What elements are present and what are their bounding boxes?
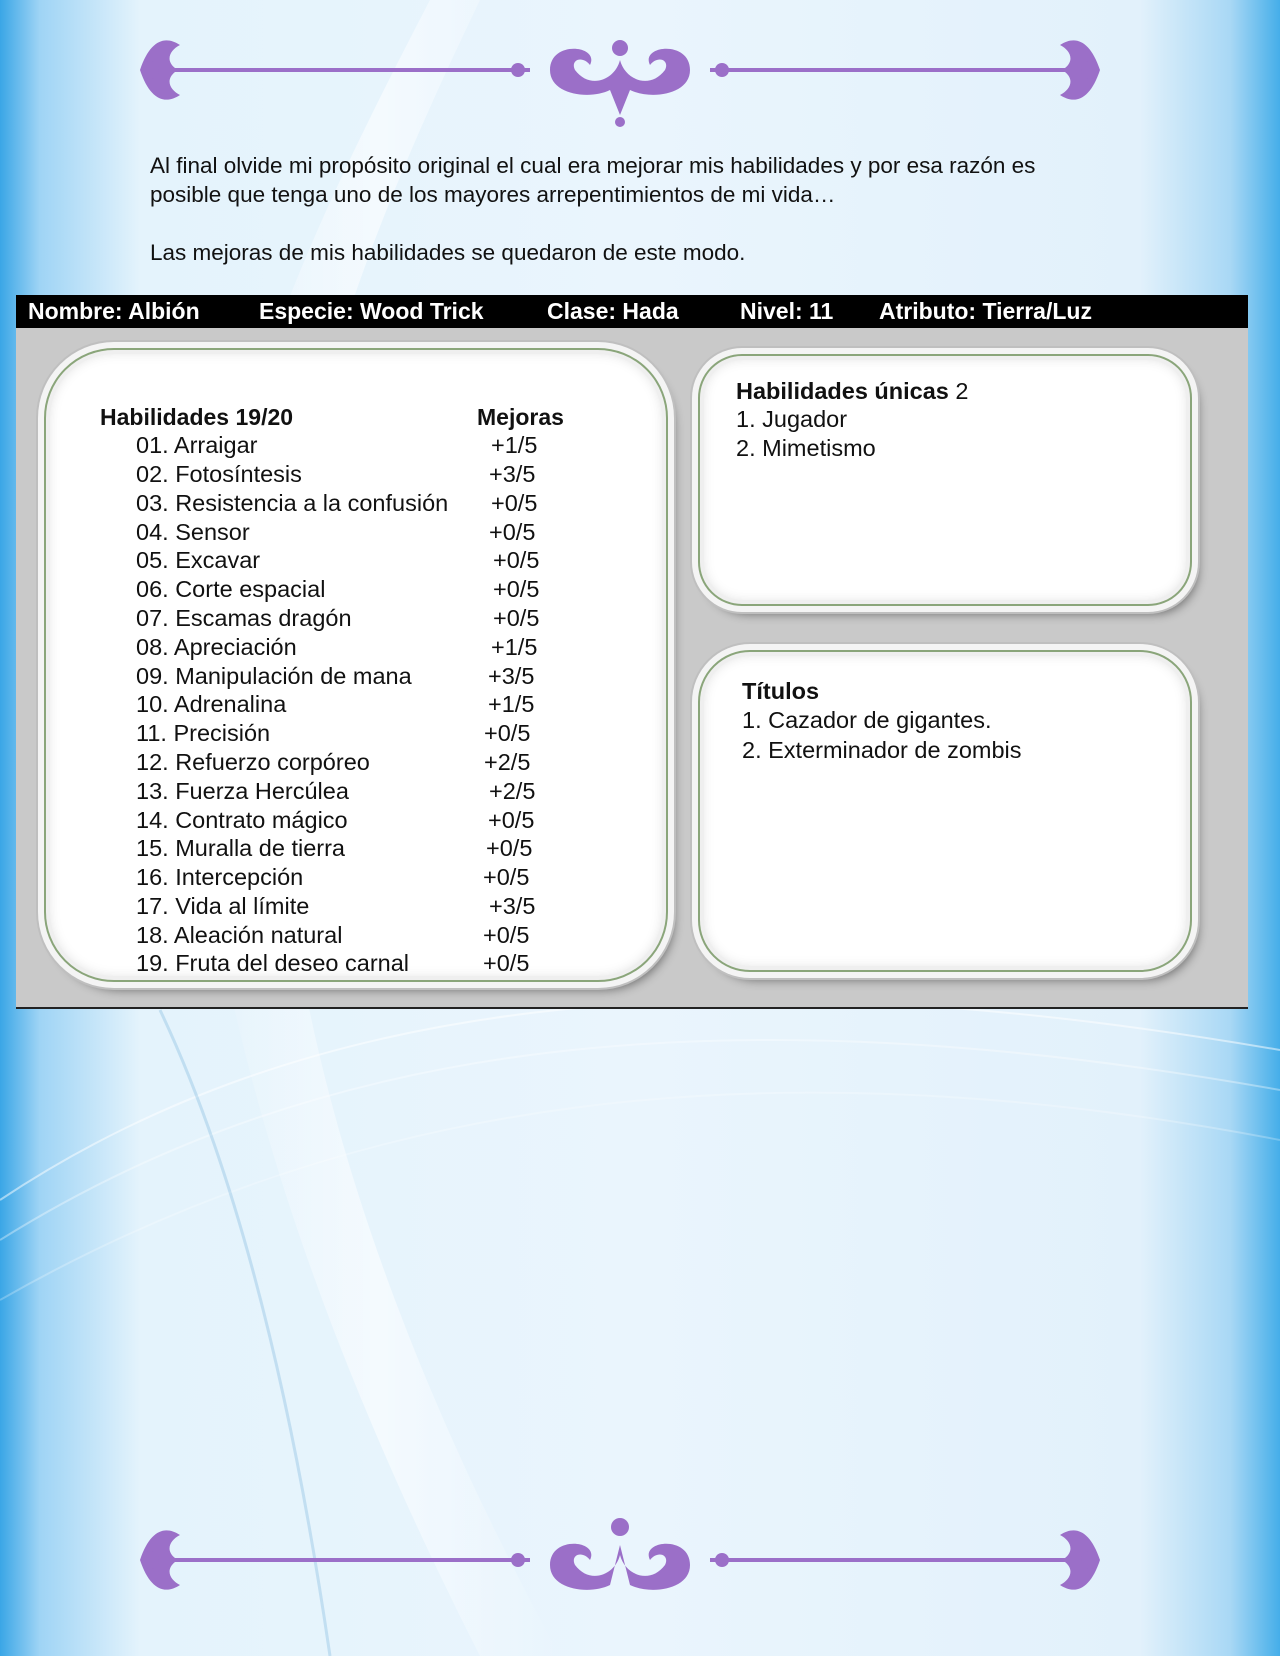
stat-nivel: Nivel: 11	[740, 298, 834, 324]
skill-row	[46, 519, 666, 548]
stat-nombre: Nombre: Albión	[28, 298, 200, 324]
skill-value: +3/5	[489, 893, 536, 919]
skill-value: +0/5	[486, 835, 533, 861]
skill-value: +0/5	[488, 807, 535, 833]
skill-row	[46, 950, 666, 979]
stat-atributo: Atributo: Tierra/Luz	[879, 298, 1092, 324]
skills-title: Habilidades 19/20	[100, 404, 294, 430]
skill-value: +0/5	[489, 519, 536, 545]
skill-name: 11. Precisión	[136, 720, 271, 746]
skill-value: +2/5	[489, 778, 536, 804]
skill-value: +2/5	[484, 749, 531, 775]
skill-value: +0/5	[493, 576, 540, 602]
skill-row	[46, 835, 666, 864]
skill-row	[46, 490, 666, 519]
skill-name: 02. Fotosíntesis	[136, 461, 302, 487]
title-item: 2. Exterminador de zombis	[742, 737, 1022, 763]
skill-name: 19. Fruta del deseo carnal	[136, 950, 410, 976]
title-item: 1. Cazador de gigantes.	[742, 707, 992, 733]
skill-row	[46, 749, 666, 778]
skill-name: 05. Excavar	[136, 547, 261, 573]
unique-skills-card	[698, 354, 1192, 606]
bottom-ornament-icon	[120, 1505, 1120, 1615]
skill-name: 03. Resistencia a la confusión	[136, 490, 449, 516]
skill-row	[46, 778, 666, 807]
skill-row	[46, 893, 666, 922]
skill-name: 16. Intercepción	[136, 864, 304, 890]
skill-row	[46, 864, 666, 893]
skill-name: 17. Vida al límite	[136, 893, 310, 919]
skill-name: 06. Corte espacial	[136, 576, 326, 602]
titles-card	[698, 650, 1192, 972]
skills-card	[44, 348, 668, 982]
unique-skill-item: 1. Jugador	[736, 406, 848, 432]
intro-paragraph: Al final olvide mi propósito original el cual era mejorar mis habilidades y por esa razón es posible que tenga uno de los mayores arrepentimientos de mi vida…	[150, 153, 1036, 207]
skill-value: +0/5	[483, 922, 530, 948]
skill-name: 14. Contrato mágico	[136, 807, 348, 833]
stat-especie: Especie: Wood Trick	[259, 298, 484, 324]
skill-name: 12. Refuerzo corpóreo	[136, 749, 370, 775]
stat-clase: Clase: Hada	[547, 298, 679, 324]
skill-name: 08. Apreciación	[136, 634, 297, 660]
skill-name: 07. Escamas dragón	[136, 605, 352, 631]
skill-row	[46, 691, 666, 720]
skill-row	[46, 720, 666, 749]
skill-row	[46, 432, 666, 461]
skill-row	[46, 634, 666, 663]
skill-value: +0/5	[484, 720, 531, 746]
skill-name: 01. Arraigar	[136, 432, 258, 458]
unique-skill-item: 2. Mimetismo	[736, 435, 876, 461]
skill-value: +1/5	[491, 432, 538, 458]
skill-row	[46, 663, 666, 692]
skill-value: +1/5	[488, 691, 535, 717]
skill-value: +0/5	[491, 490, 538, 516]
skill-value: +0/5	[493, 547, 540, 573]
skill-row	[46, 547, 666, 576]
skill-value: +0/5	[493, 605, 540, 631]
unique-skills-count: 2	[955, 378, 969, 404]
unique-skills-heading	[736, 378, 969, 405]
skill-name: 04. Sensor	[136, 519, 250, 545]
skill-name: 10. Adrenalina	[136, 691, 287, 717]
intro-paragraph-2: Las mejoras de mis habilidades se quedaron de este modo.	[150, 240, 746, 265]
skill-name: 18. Aleación natural	[136, 922, 343, 948]
skill-row	[46, 807, 666, 836]
skill-row	[46, 605, 666, 634]
skill-name: 13. Fuerza Hercúlea	[136, 778, 349, 804]
skill-value: +1/5	[491, 634, 538, 660]
titles-heading: Títulos	[742, 678, 820, 704]
skill-row	[46, 576, 666, 605]
mejoras-header: Mejoras	[477, 404, 564, 430]
skill-value: +3/5	[489, 461, 536, 487]
skill-value: +0/5	[483, 950, 530, 976]
skill-value: +3/5	[488, 663, 535, 689]
top-ornament-icon	[120, 20, 1120, 130]
unique-skills-title: Habilidades únicas	[736, 378, 949, 404]
skill-name: 09. Manipulación de mana	[136, 663, 412, 689]
skill-value: +0/5	[483, 864, 530, 890]
skill-name: 15. Muralla de tierra	[136, 835, 345, 861]
skill-row	[46, 922, 666, 951]
skill-row	[46, 461, 666, 490]
status-panel	[16, 328, 1248, 1009]
stats-bar	[16, 295, 1248, 328]
